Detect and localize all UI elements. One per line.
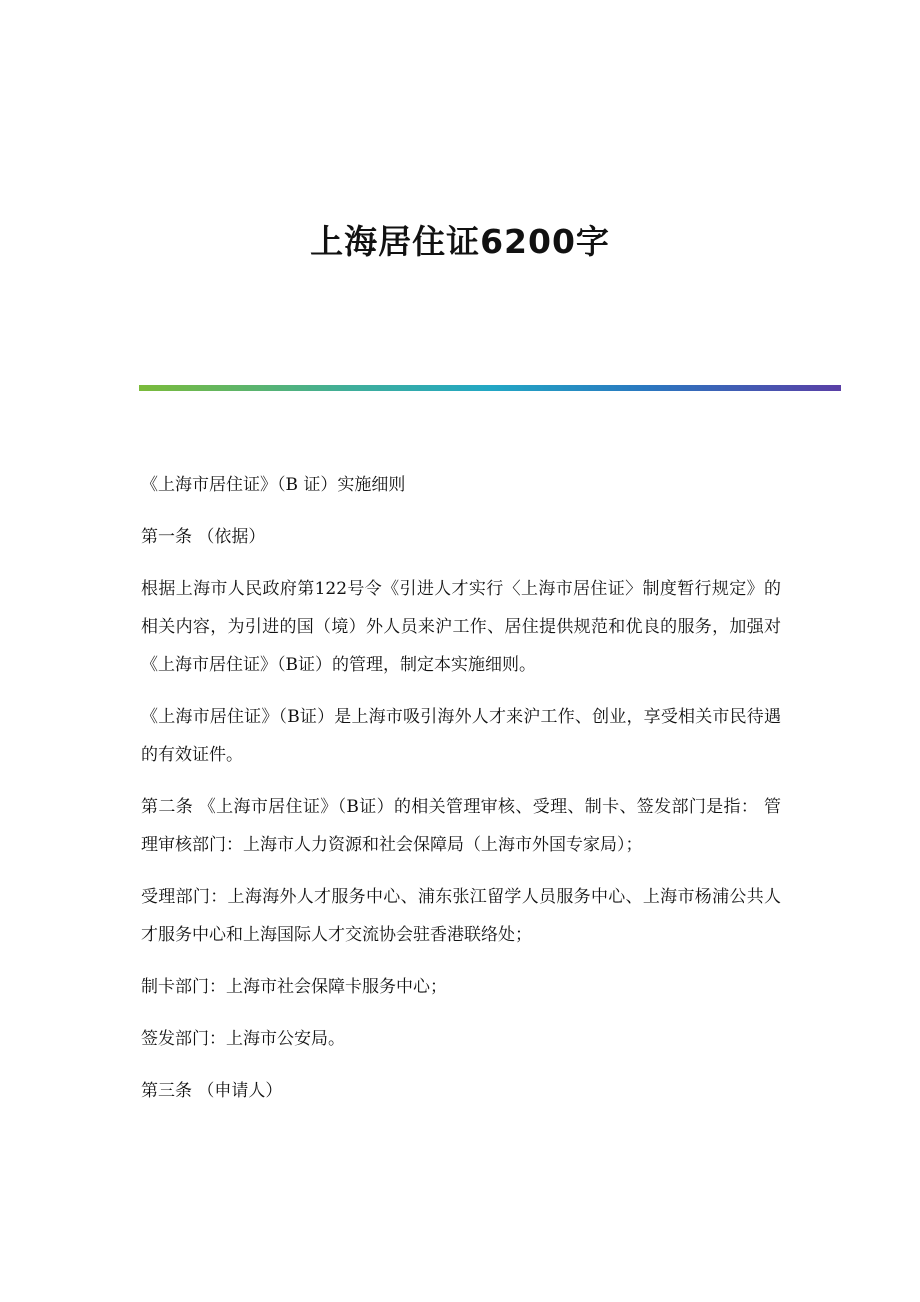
document-title: 上海居住证6200字 bbox=[310, 222, 610, 261]
paragraph: 签发部门：上海市公安局。 bbox=[141, 1029, 345, 1049]
paragraph-heading: 《上海市居住证》（B 证）实施细则 bbox=[141, 475, 406, 495]
paragraph-article-3: 第三条 （申请人） bbox=[141, 1081, 283, 1101]
paragraph: 制卡部门：上海市社会保障卡服务中心； bbox=[141, 977, 447, 997]
paragraph: 根据上海市人民政府第122号令《引进人才实行〈上海市居住证〉制度暂行规定》的相关内容，为引进的国（境）外人员来沪工作、居住提供规范和优良的服务，加强对《上海市居住证》（B证）的管理，制定本实施细则。 bbox=[141, 579, 781, 675]
paragraph: 《上海市居住证》（B证）是上海市吸引海外人才来沪工作、创业，享受相关市民待遇的有效证件。 bbox=[141, 707, 781, 765]
paragraph: 受理部门：上海海外人才服务中心、浦东张江留学人员服务中心、上海市杨浦公共人才服务中心和上海国际人才交流协会驻香港联络处； bbox=[141, 887, 781, 945]
document-body bbox=[141, 466, 781, 1124]
title-divider bbox=[139, 385, 841, 391]
paragraph-article-1: 第一条 （依据） bbox=[141, 527, 266, 547]
paragraph-article-2: 第二条 《上海市居住证》（B证）的相关管理审核、受理、制卡、签发部门是指： 管理审核部门：上海市人力资源和社会保障局（上海市外国专家局）； bbox=[141, 797, 781, 855]
